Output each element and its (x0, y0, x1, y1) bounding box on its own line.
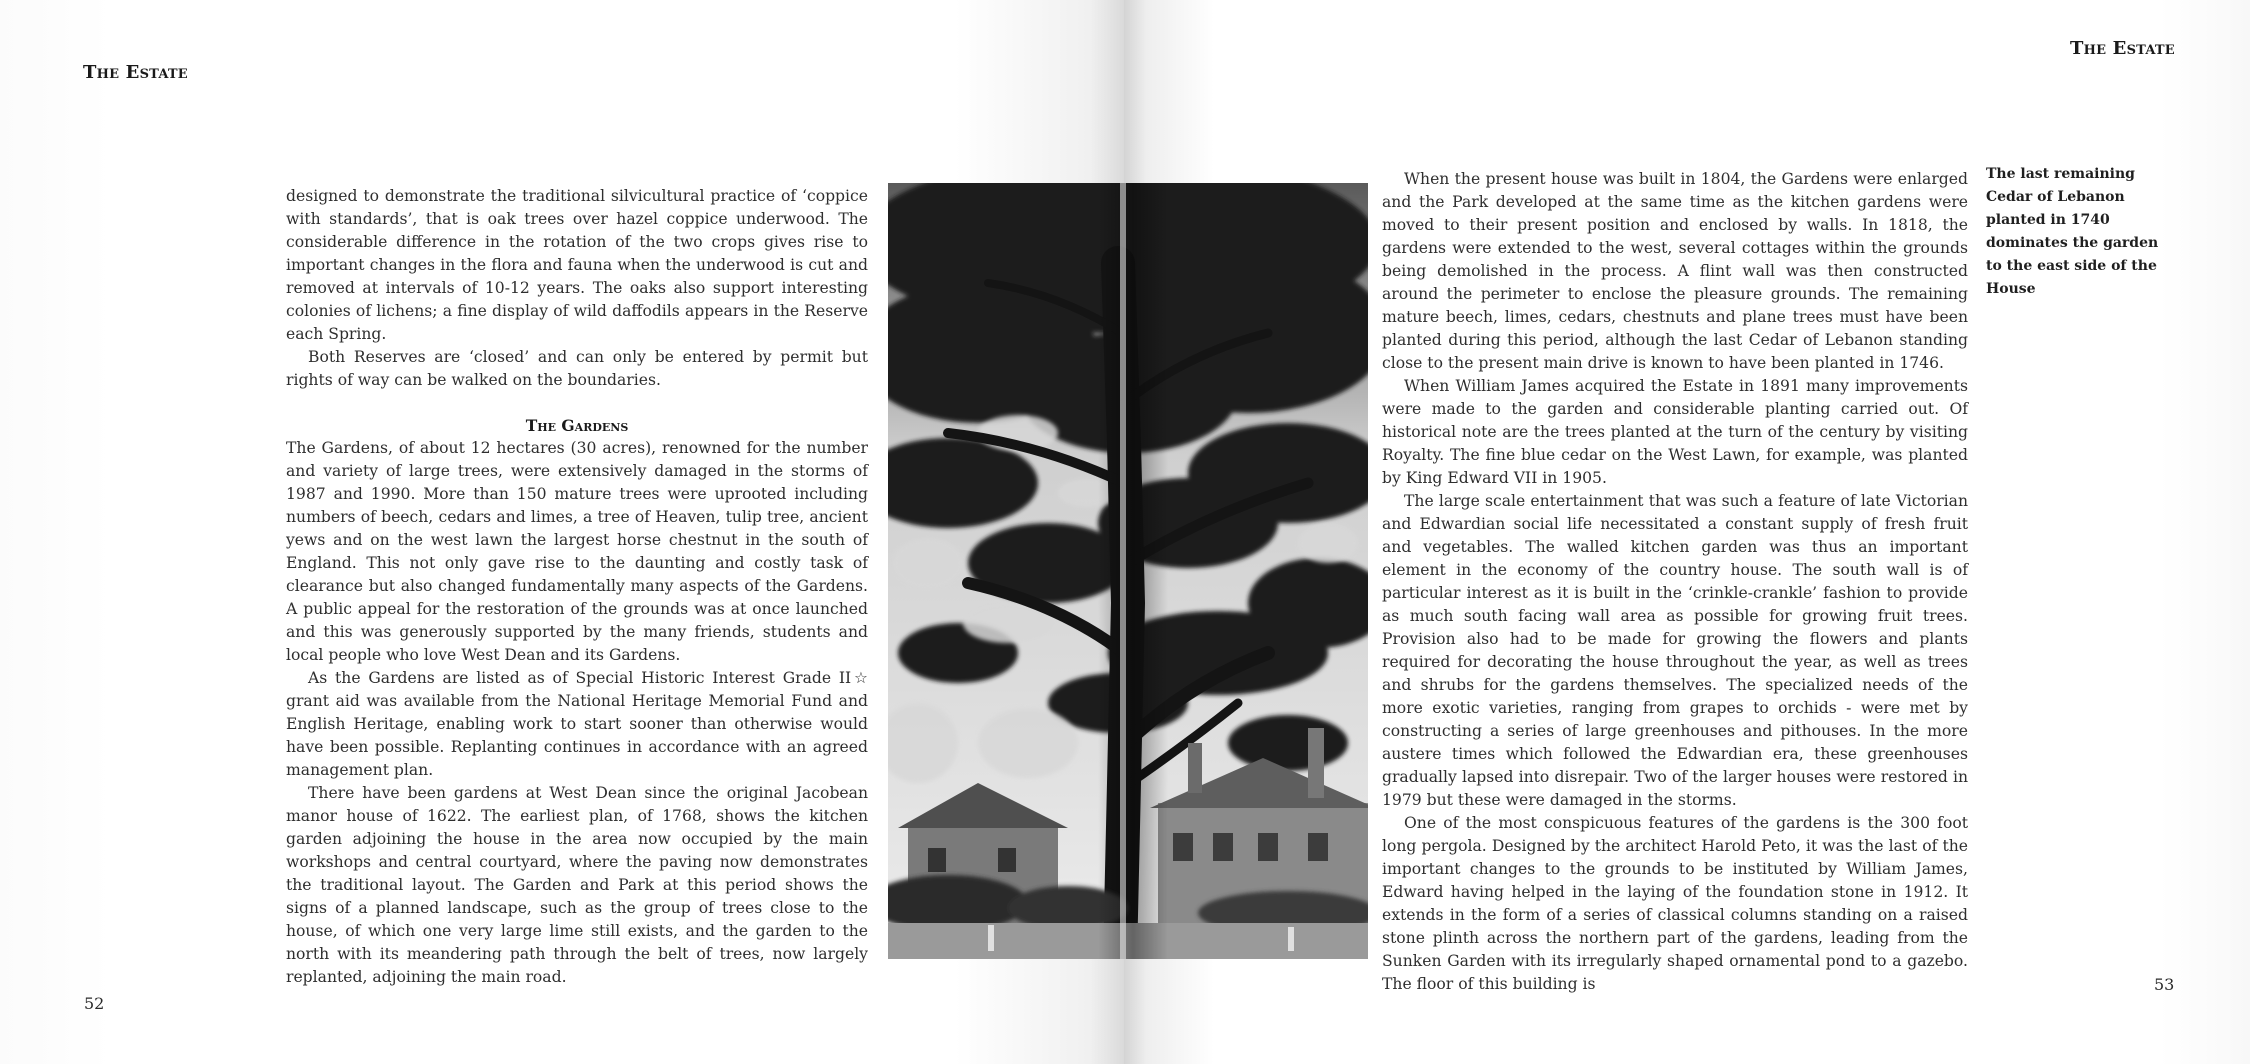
left-text-column (286, 185, 868, 989)
left-running-head: The Estate (83, 62, 188, 83)
right-paragraph-1: When the present house was built in 1804, the Gardens were enlarged and the Park developed at the same time as the kitchen gardens were moved to their present position and enclosed by walls. In 1818, the gardens were extended to the west, several cottages within the grounds being demolished in the process. A flint wall was then constructed around the perimeter to enclose the pleasure grounds. The remaining mature beech, limes, cedars, chestnuts and plane trees must have been planted during this period, although the last Cedar of Lebanon standing close to the present main drive is known to have been planted in 1746. (1382, 170, 1968, 372)
right-text-column (1382, 168, 1968, 996)
left-paragraph-1: designed to demonstrate the traditional silvicultural practice of ‘coppice with standards’, that is oak trees over hazel coppice underwood. The considerable difference in the rotation of the two crops gives rise to important changes in the flora and fauna when the underwood is cut and removed at intervals of 10-12 years. The oaks also support interesting colonies of lichens; a fine display of wild daffodils appears in the Reserve each Spring. (286, 187, 868, 343)
gardens-paragraph-2: As the Gardens are listed as of Special Historic Interest Grade II☆ grant aid was available from the National Heritage Memorial Fund and English Heritage, enabling work to start sooner than otherwise would have been possible. Replanting continues in accordance with an agreed management plan. (286, 669, 868, 779)
right-running-head: The Estate (2070, 38, 2175, 59)
left-paragraph-2: Both Reserves are ‘closed’ and can only be entered by permit but rights of way can be walked on the boundaries. (286, 348, 868, 389)
section-heading-gardens: The Gardens (525, 416, 629, 435)
left-page-number: 52 (84, 994, 105, 1013)
gardens-paragraph-3: There have been gardens at West Dean since the original Jacobean manor house of 1622. The earliest plan, of 1768, shows the kitchen garden adjoining the house in the area now occupied by the main workshops and central courtyard, where the paving now demonstrates the traditional layout. The Garden and Park at this period shows the signs of a planned landscape, such as the group of trees close to the house, of which one very large lime still exists, and the garden to the north with its meandering path through the belt of trees, now largely replanted, adjoining the main road. (286, 784, 868, 986)
gardens-paragraph-1: The Gardens, of about 12 hectares (30 acres), renowned for the number and variety of large trees, were extensively damaged in the storms of 1987 and 1990. More than 150 mature trees were uprooted including numbers of beech, cedars and limes, a tree of Heaven, tulip tree, ancient yews and on the west lawn the largest horse chestnut in the south of England. This not only gave rise to the daunting and costly task of clearance but also changed fundamentally many aspects of the Gardens. A public appeal for the restoration of the grounds was at once launched and this was generously supported by the many friends, students and local people who love West Dean and its Gardens. (286, 439, 868, 664)
right-paragraph-4: One of the most conspicuous features of the gardens is the 300 foot long pergola. Designed by the architect Harold Peto, it was the last of the important changes to the grounds to be instituted by William James, Edward having helped in the laying of the foundation stone in 1912. It extends in the form of a series of classical columns standing on a raised stone plinth across the northern part of the gardens, leading from the Sunken Garden with its irregularly shaped ornamental pond to a gazebo. The floor of this building is (1382, 814, 1968, 993)
photo-caption: The last remaining Cedar of Lebanon planted in 1740 dominates the garden to the east side of the House (1986, 166, 2159, 297)
right-paragraph-3: The large scale entertainment that was such a feature of late Victorian and Edwardian social life necessitated a constant supply of fresh fruit and vegetables. The walled kitchen garden was thus an important element in the economy of the country house. The south wall is of particular interest as it is built in the ‘crinkle-crankle’ fashion to provide as much south facing wall area as possible for growing fruit trees. Provision also had to be made for growing the flowers and plants required for decorating the house throughout the year, as well as trees and shrubs for the gardens themselves. The specialized needs of the more exotic varieties, ranging from grapes to orchids - were met by constructing a series of large greenhouses and pithouses. In the more austere times which followed the Edwardian era, these greenhouses gradually lapsed into disrepair. Two of the larger houses were restored in 1979 but these were damaged in the storms. (1382, 492, 1968, 809)
cedar-of-lebanon-photo (888, 183, 1368, 959)
right-page-number: 53 (2154, 975, 2175, 994)
right-paragraph-2: When William James acquired the Estate in 1891 many improvements were made to the garden and considerable planting carried out. Of historical note are the trees planted at the turn of the century by visiting Royalty. The fine blue cedar on the West Lawn, for example, was planted by King Edward VII in 1905. (1382, 377, 1968, 487)
